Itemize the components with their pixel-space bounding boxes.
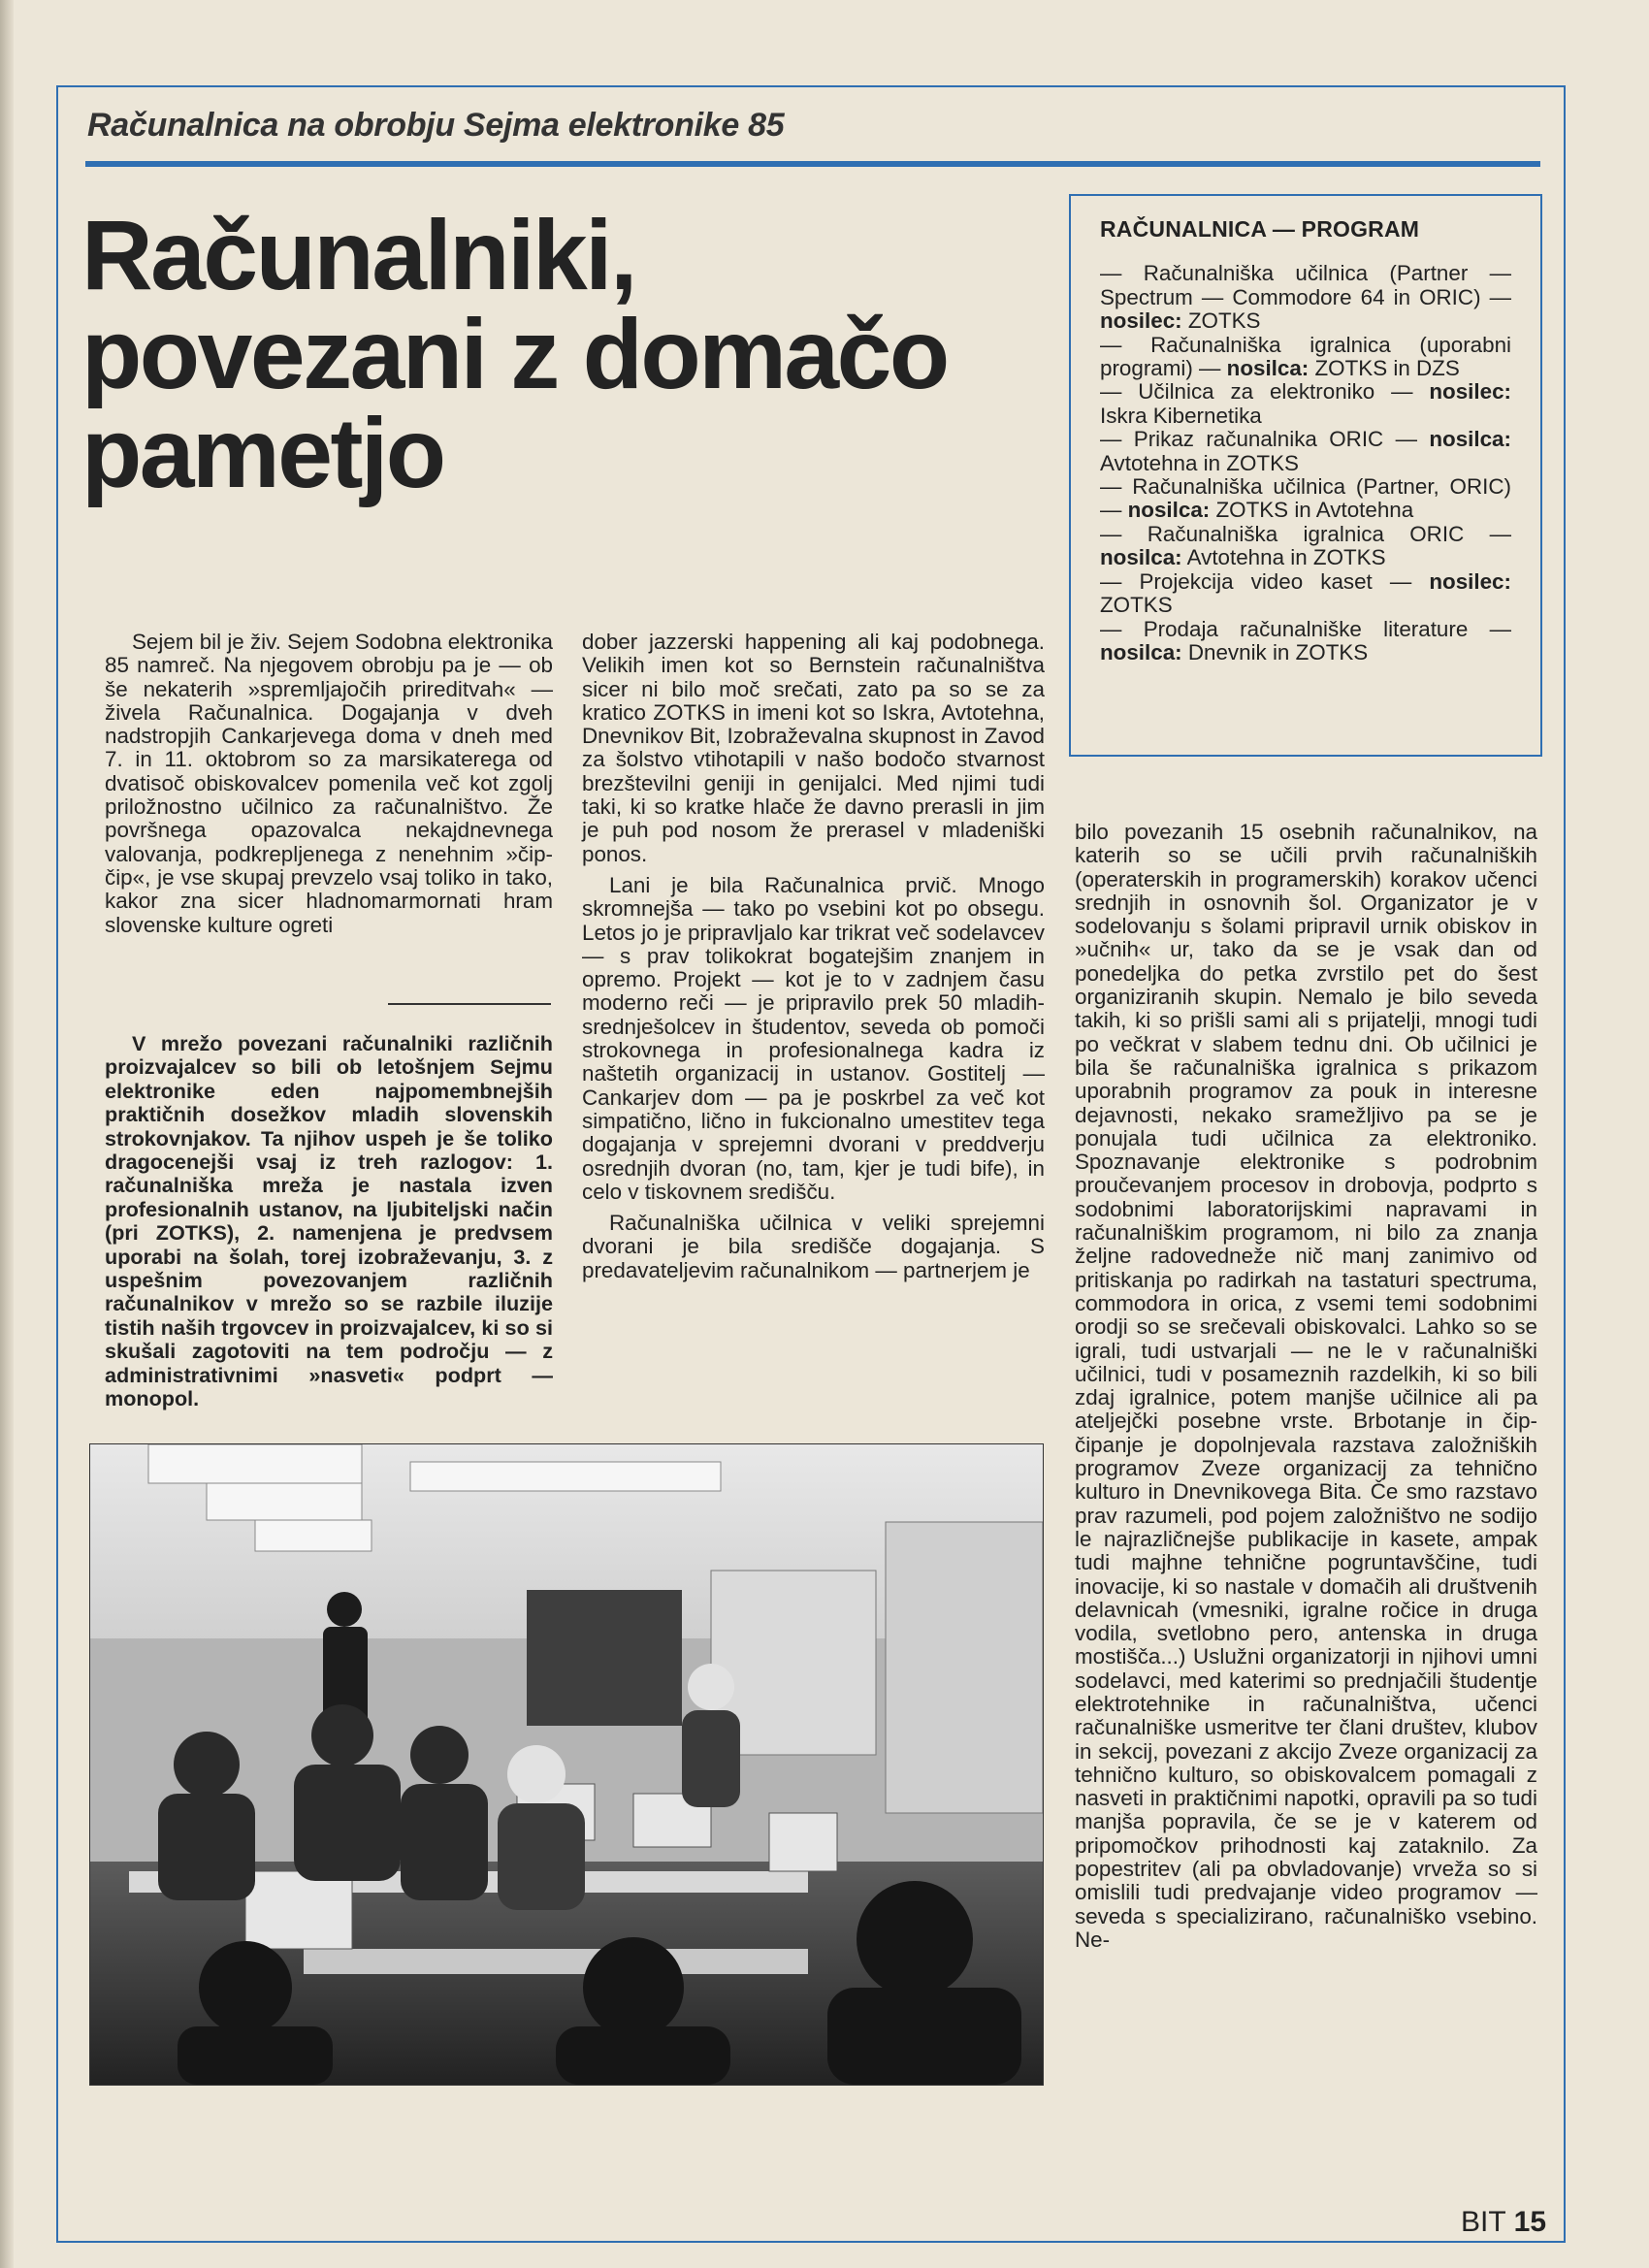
program-item-label: nosilca:	[1127, 498, 1211, 523]
program-item-text: — Učilnica za elektroniko —	[1100, 379, 1413, 405]
program-item-text: — Projekcija video kaset —	[1100, 568, 1412, 594]
program-item-org: Iskra Kibernetika	[1100, 403, 1262, 428]
page-binding-edge	[0, 0, 14, 2268]
program-item	[1100, 475, 1511, 523]
column-1-divider	[388, 1003, 551, 1005]
program-item-text: — Računalniška učilnica (Partner — Spectrum — Commodore 64 in ORIC) —	[1100, 261, 1511, 309]
headline-line-3: pametjo	[81, 398, 444, 508]
program-item-label: nosilec:	[1100, 308, 1182, 334]
program-item-label: nosilec:	[1429, 379, 1511, 405]
page-folio	[1461, 2206, 1546, 2239]
program-title: RAČUNALNICA — PROGRAM	[1100, 216, 1420, 242]
article-headline	[81, 200, 1051, 508]
program-item-org: ZOTKS	[1100, 593, 1173, 618]
classroom-photo	[89, 1443, 1044, 2086]
summary-paragraph: V mrežo povezani računalniki različnih proizvajalcev so bili ob letošnjem Sejmu elektronike eden najpomembnejših praktičnih dosežkov mladih slovenskih strokovnjakov. Ta njihov uspeh je še toliko dragocenejši vsaj iz treh razlogov: 1. računalniška mreža je nastala izven profesionalnih ustanov, na ljubiteljski način (pri ZOTKS), 2. namenjena je predvsem uporabi na šolah, torej izobraževanju, 3. z uspešnim povezovanjem različnih računalnikov v mrežo so se razbile iluzije tistih naših trgovcev in proizvajalcev, ki so si skušali zagotoviti na tem področju — z administrativnimi »nasveti« podprt — monopol.	[105, 1031, 553, 1411]
page-number: 15	[1513, 2206, 1547, 2238]
column-3	[1075, 821, 1537, 1960]
column-1-paragraph: Sejem bil je živ. Sejem Sodobna elektronika 85 namreč. Na njegovem obrobju pa je — ob še nekaterih »spremljajočih prireditvah« — živela Računalnica. Dogajanja v dveh nadstropjih Cankarjevega doma v dneh med 7. in 11. oktobrom so za marsikaterega od dvatisoč obiskovalcev pomenila več kot zgolj priložnostno učilnico za računalništvo. Že površnega opazovalca nekajdnevnega valovanja, podkrepljenega z nenehnim »čip-čip«, je vse skupaj prevzelo vsaj toliko in tako, kakor zna sicer hladnomarmornati hram slovenske kulture ogreti	[105, 630, 553, 937]
program-list	[1100, 262, 1511, 664]
article-summary	[105, 1032, 553, 1411]
classroom-photo-illustration	[90, 1444, 1043, 2085]
program-item	[1100, 570, 1511, 618]
section-kicker: Računalnica na obrobju Sejma elektronike 85	[87, 107, 785, 144]
headline-line-1: Računalniki,	[81, 200, 635, 310]
program-item-text: — Računalniška učilnica (Partner, ORIC) —	[1100, 474, 1511, 523]
program-item-text: — Prodaja računalniške literature —	[1100, 616, 1511, 641]
column-1	[105, 631, 553, 945]
program-item	[1100, 428, 1511, 475]
program-item-org: ZOTKS in DZS	[1309, 356, 1460, 381]
program-item	[1100, 618, 1511, 665]
program-item	[1100, 523, 1511, 570]
program-item-text: — Prikaz računalnika ORIC —	[1100, 427, 1417, 452]
program-item	[1100, 334, 1511, 381]
program-item-label: nosilca:	[1100, 639, 1182, 664]
program-item-label: nosilca:	[1100, 545, 1182, 570]
program-item-org: Dnevnik in ZOTKS	[1181, 639, 1369, 664]
program-item-label: nosilca:	[1429, 427, 1511, 452]
program-item	[1100, 380, 1511, 428]
program-item-label: nosilec:	[1429, 568, 1511, 594]
program-item-text: — Računalniška igralnica ORIC —	[1100, 521, 1511, 546]
column-2	[582, 631, 1045, 1290]
program-item-org: ZOTKS	[1181, 308, 1261, 334]
headline-line-2: povezani z domačo	[81, 299, 948, 409]
program-item-org: Avtotehna in ZOTKS	[1181, 545, 1386, 570]
kicker-rule	[85, 161, 1540, 167]
program-item	[1100, 262, 1511, 333]
column-3-paragraph: bilo povezanih 15 osebnih računalnikov, na katerih so se učili prvih računalniških (operaterskih in programerskih) korakov učenci srednjih in osnovnih šol. Organizator je v sodelovanju s šolami pripravil urnik obiskov in »učnih« ur, tako da se je vsak dan od ponedeljka do petka zvrstilo pet do šest organiziranih skupin. Nemalo je bilo seveda takih, ki so prišli sami ali s prijatelji, mnogi tudi po večkrat v slabem tednu dni. Ob učilnici je bila še računalniška igralnica s prikazom uporabnih programov za pouk in interesne dejavnosti, nekako sramežljivo pa se je ponujala tudi učilnica za elektroniko. Spoznavanje elektronike s podrobnim proučevanjem procesov in drobovja, podprto s sodobnimi laboratorijskimi napravami in računalniškim programom, ni bilo za znanja željne radovedneže nič manj zanimivo od pritiskanja po radirkah na tastaturi spectruma, commodora in orica, z vsemi temi sodobnimi orodji so se srečevali obiskovalci. Lahko so se igrali, tudi ustvarjali — ne le v računalniški učilnici, tudi v posameznih razdelkih, ki so bili zdaj igralnice, potem manjše učilnice ali pa ateljejčki posebne vrste. Brbotanje in čip-čipanje je dopolnjevala razstava založniških programov Zveze organizacij za tehnično kulturo in Dnevnikovega Bita. Če smo razstavo prav razumeli, pod pojem založništvo ne sodijo le najrazličnejše publikacije in kasete, ampak tudi majhne tehnične pogruntavščine, tudi inovacije, ki so nastale v domačih ali društvenih delavnicah (vmesniki, igralne ročice in druga vodila, svetlobno pero, antenska in druga mostišča...) Uslužni organizatorji in njihovi umni sodelavci, med katerimi so prednjačili študentje elektrotehnike in računalništva, učenci računalniške usmeritve ter člani društev, klubov in sekcij, povezani z akcijo Zveze organizacij za tehnično kulturo, so obiskovalcem pomagali z nasveti in praktičnimi napotki, opravili pa so tudi manjša popravila, če se je v katerem od pripomočkov prihodnosti kaj zataknilo. Za popestritev (ali pa obvladovanje) vrveža so si omislili tudi predvajanje video programov — seveda s specializirano, računalniško vsebino. Ne-	[1075, 820, 1537, 1952]
program-item-label: nosilca:	[1226, 356, 1310, 381]
column-2-paragraph: dober jazzerski happening ali kaj podobnega. Velikih imen kot so Bernstein računalništva sicer ni bilo moč srečati, zato pa so se za kratico ZOTKS in imeni kot so Iskra, Avtotehna, Dnevnikov Bit, Izobraževalna skupnost in Zavod za šolstvo vtihotapili v našo bodočo stvarnost brezštevilni geniji in genijalci. Med njimi tudi taki, ki so kratke hlače že davno prerasli in jim je puh pod nosom že prerasel v mladeniški ponos.	[582, 630, 1045, 866]
program-item-org: ZOTKS in Avtotehna	[1210, 498, 1414, 523]
column-2-paragraph: Računalniška učilnica v veliki sprejemni dvorani je bila središče dogajanja. S predavateljevim računalnikom — partnerjem je	[582, 1211, 1045, 1282]
magazine-name: BIT	[1461, 2206, 1506, 2238]
program-item-text: — Računalniška igralnica (uporabni programi) —	[1100, 332, 1511, 381]
program-sidebar	[1069, 194, 1542, 757]
column-2-paragraph: Lani je bila Računalnica prvič. Mnogo skromnejša — tako po vsebini kot po obsegu. Letos jo je pripravljalo kar trikrat več sodelavcev — s prav tolikokrat bogatejšim znanjem in opremo. Projekt — kot je to v zadnjem času moderno reči — je pripravilo prek 50 mladih-srednješolcev in študentov, seveda ob pomoči strokovnega in profesionalnega kadra iz naštetih organizacij in ustanov. Gostitelj — Cankarjev dom — pa je poskrbel za več kot simpatično, lično in fukcionalno umestitev tega dogajanja v sprejemni dvorani v preddverju osrednjih dvoran (no, tam, kjer je tudi bife), in celo v tiskovnem središču.	[582, 872, 1045, 1204]
program-item-org: Avtotehna in ZOTKS	[1100, 450, 1299, 475]
